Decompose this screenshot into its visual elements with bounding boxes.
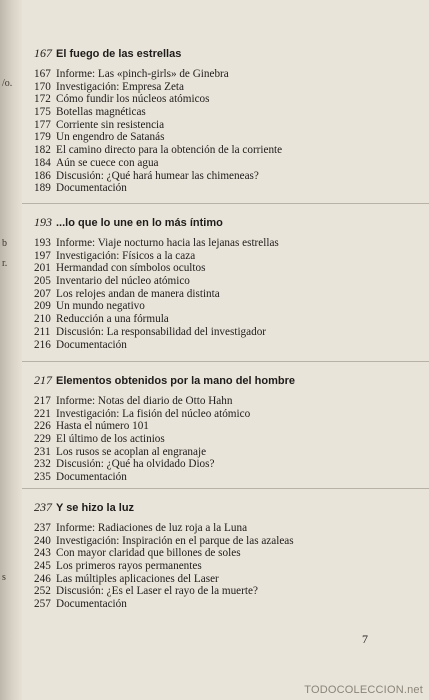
entry-text: Investigación: Físicos a la caza: [56, 249, 196, 262]
margin-fragment: /o.: [2, 78, 13, 89]
entry-text: Informe: Las «pinch-girls» de Ginebra: [56, 68, 229, 80]
entry-page: 252: [34, 585, 51, 598]
entry-text: Informe: Radiaciones de luz roja a la Luna: [56, 522, 248, 534]
toc-entry: [34, 339, 279, 352]
entry-page: 186: [34, 169, 51, 182]
toc-entry: [34, 458, 250, 471]
toc-entry: [34, 433, 250, 446]
entry-text: Discusión: ¿Qué hará humear las chimeneas?: [56, 169, 259, 182]
toc-entry: [34, 131, 282, 144]
toc-entry: [34, 471, 250, 484]
toc-page: [22, 0, 429, 700]
toc-entry: [34, 68, 282, 81]
entry-page: 257: [34, 598, 51, 611]
margin-fragment: b: [2, 238, 7, 249]
entry-page: 170: [34, 80, 51, 93]
toc-entry: [34, 300, 279, 313]
entry-page: 205: [34, 275, 51, 288]
toc-entry: [34, 93, 282, 106]
entry-page: 184: [34, 156, 51, 169]
toc-entry: [34, 119, 282, 132]
entry-text: Botellas magnéticas: [56, 106, 146, 119]
toc-entry: [34, 446, 250, 459]
entry-page: 189: [34, 182, 51, 195]
entry-text: Inventario del núcleo atómico: [56, 275, 190, 288]
toc-entry: [34, 522, 294, 535]
toc-entry: [34, 326, 279, 339]
toc-entry: [34, 170, 282, 183]
section-title: ...lo que lo une en lo más íntimo: [56, 217, 223, 229]
entry-list: [34, 522, 294, 611]
entry-page: 210: [34, 313, 51, 326]
entry-page: 226: [34, 420, 51, 433]
entry-page: 245: [34, 560, 51, 573]
entry-text: Investigación: Empresa Zeta: [56, 80, 184, 93]
entry-text: Discusión: ¿Qué ha olvidado Dios?: [56, 458, 215, 471]
entry-text: Documentación: [56, 471, 127, 484]
entry-text: Los rusos se acoplan al engranaje: [56, 445, 207, 458]
toc-entry: [34, 535, 294, 548]
section-page-number: 193: [34, 215, 52, 229]
entry-text: Reducción a una fórmula: [56, 313, 169, 326]
toc-entry: [34, 288, 279, 301]
entry-text: Cómo fundir los núcleos atómicos: [56, 93, 210, 106]
section-page-number: 237: [34, 500, 52, 514]
toc-entry: [34, 237, 279, 250]
toc-entry: [34, 144, 282, 157]
toc-entry: [34, 81, 282, 94]
entry-text: Investigación: La fisión del núcleo atómico: [56, 407, 251, 420]
section-heading: [34, 498, 134, 516]
toc-entry: [34, 408, 250, 421]
section-heading: [34, 213, 223, 231]
section-divider: [22, 361, 429, 362]
entry-text: Informe: Viaje nocturno hacia las lejanas estrellas: [56, 237, 279, 249]
entry-page: 201: [34, 262, 51, 275]
toc-entry: [34, 262, 279, 275]
section-title: El fuego de las estrellas: [56, 48, 182, 60]
entry-text: Hasta el número 101: [56, 420, 149, 433]
entry-text: El camino directo para la obtención de la corriente: [56, 144, 283, 157]
toc-entry: [34, 250, 279, 263]
section-heading: [34, 371, 295, 389]
entry-page: 232: [34, 458, 51, 471]
watermark: TODOCOLECCION.net: [304, 684, 423, 696]
entry-text: Los primeros rayos permanentes: [56, 560, 202, 573]
section-title: Y se hizo la luz: [56, 502, 135, 514]
page-number: 7: [362, 632, 368, 646]
toc-entry: [34, 585, 294, 598]
entry-page: 217: [34, 395, 51, 407]
entry-page: 209: [34, 300, 51, 313]
entry-list: [34, 68, 282, 195]
entry-text: Las múltiples aplicaciones del Laser: [56, 572, 219, 585]
toc-entry: [34, 275, 279, 288]
entry-page: 237: [34, 522, 51, 534]
section-heading: [34, 44, 181, 62]
entry-page: 177: [34, 118, 51, 131]
toc-entry: [34, 395, 250, 408]
toc-entry: [34, 573, 294, 586]
entry-text: Investigación: Inspiración en el parque de las azaleas: [56, 534, 294, 547]
toc-entry: [34, 182, 282, 195]
entry-page: 193: [34, 237, 51, 249]
toc-entry: [34, 313, 279, 326]
entry-text: Discusión: La responsabilidad del investigador: [56, 325, 267, 338]
entry-text: Corriente sin resistencia: [56, 118, 165, 131]
entry-list: [34, 395, 250, 484]
entry-text: Aún se cuece con agua: [56, 156, 159, 169]
entry-page: 229: [34, 433, 51, 446]
entry-text: Documentación: [56, 598, 127, 611]
entry-page: 179: [34, 131, 51, 144]
entry-page: 216: [34, 338, 51, 351]
entry-page: 243: [34, 547, 51, 560]
entry-text: Un engendro de Satanás: [56, 131, 165, 144]
entry-page: 235: [34, 471, 51, 484]
entry-page: 197: [34, 249, 51, 262]
toc-entry: [34, 560, 294, 573]
entry-page: 182: [34, 144, 51, 157]
toc-entry: [34, 106, 282, 119]
entry-page: 240: [34, 534, 51, 547]
toc-entry: [34, 420, 250, 433]
entry-text: Hermandad con símbolos ocultos: [56, 262, 206, 275]
section-page-number: 167: [34, 46, 52, 60]
entry-list: [34, 237, 279, 351]
entry-page: 231: [34, 445, 51, 458]
entry-page: 167: [34, 68, 51, 80]
entry-text: Documentación: [56, 182, 127, 195]
toc-entry: [34, 598, 294, 611]
entry-text: Los relojes andan de manera distinta: [56, 287, 220, 300]
margin-fragment: r.: [2, 258, 8, 269]
entry-page: 211: [34, 325, 51, 338]
section-title: Elementos obtenidos por la mano del hombre: [56, 375, 295, 387]
toc-entry: [34, 157, 282, 170]
section-divider: [22, 488, 429, 489]
toc-entry: [34, 547, 294, 560]
entry-page: 175: [34, 106, 51, 119]
entry-page: 172: [34, 93, 51, 106]
entry-text: Un mundo negativo: [56, 300, 145, 313]
entry-page: 207: [34, 287, 51, 300]
entry-text: Discusión: ¿Es el Laser el rayo de la muerte?: [56, 585, 258, 598]
margin-fragment: s: [2, 572, 6, 583]
entry-text: Informe: Notas del diario de Otto Hahn: [56, 395, 233, 407]
entry-page: 221: [34, 407, 51, 420]
entry-text: El último de los actinios: [56, 433, 165, 446]
book-gutter: [0, 0, 22, 700]
section-divider: [22, 203, 429, 204]
entry-text: Documentación: [56, 338, 127, 351]
section-page-number: 217: [34, 373, 52, 387]
entry-text: Con mayor claridad que billones de soles: [56, 547, 241, 560]
entry-page: 246: [34, 572, 51, 585]
